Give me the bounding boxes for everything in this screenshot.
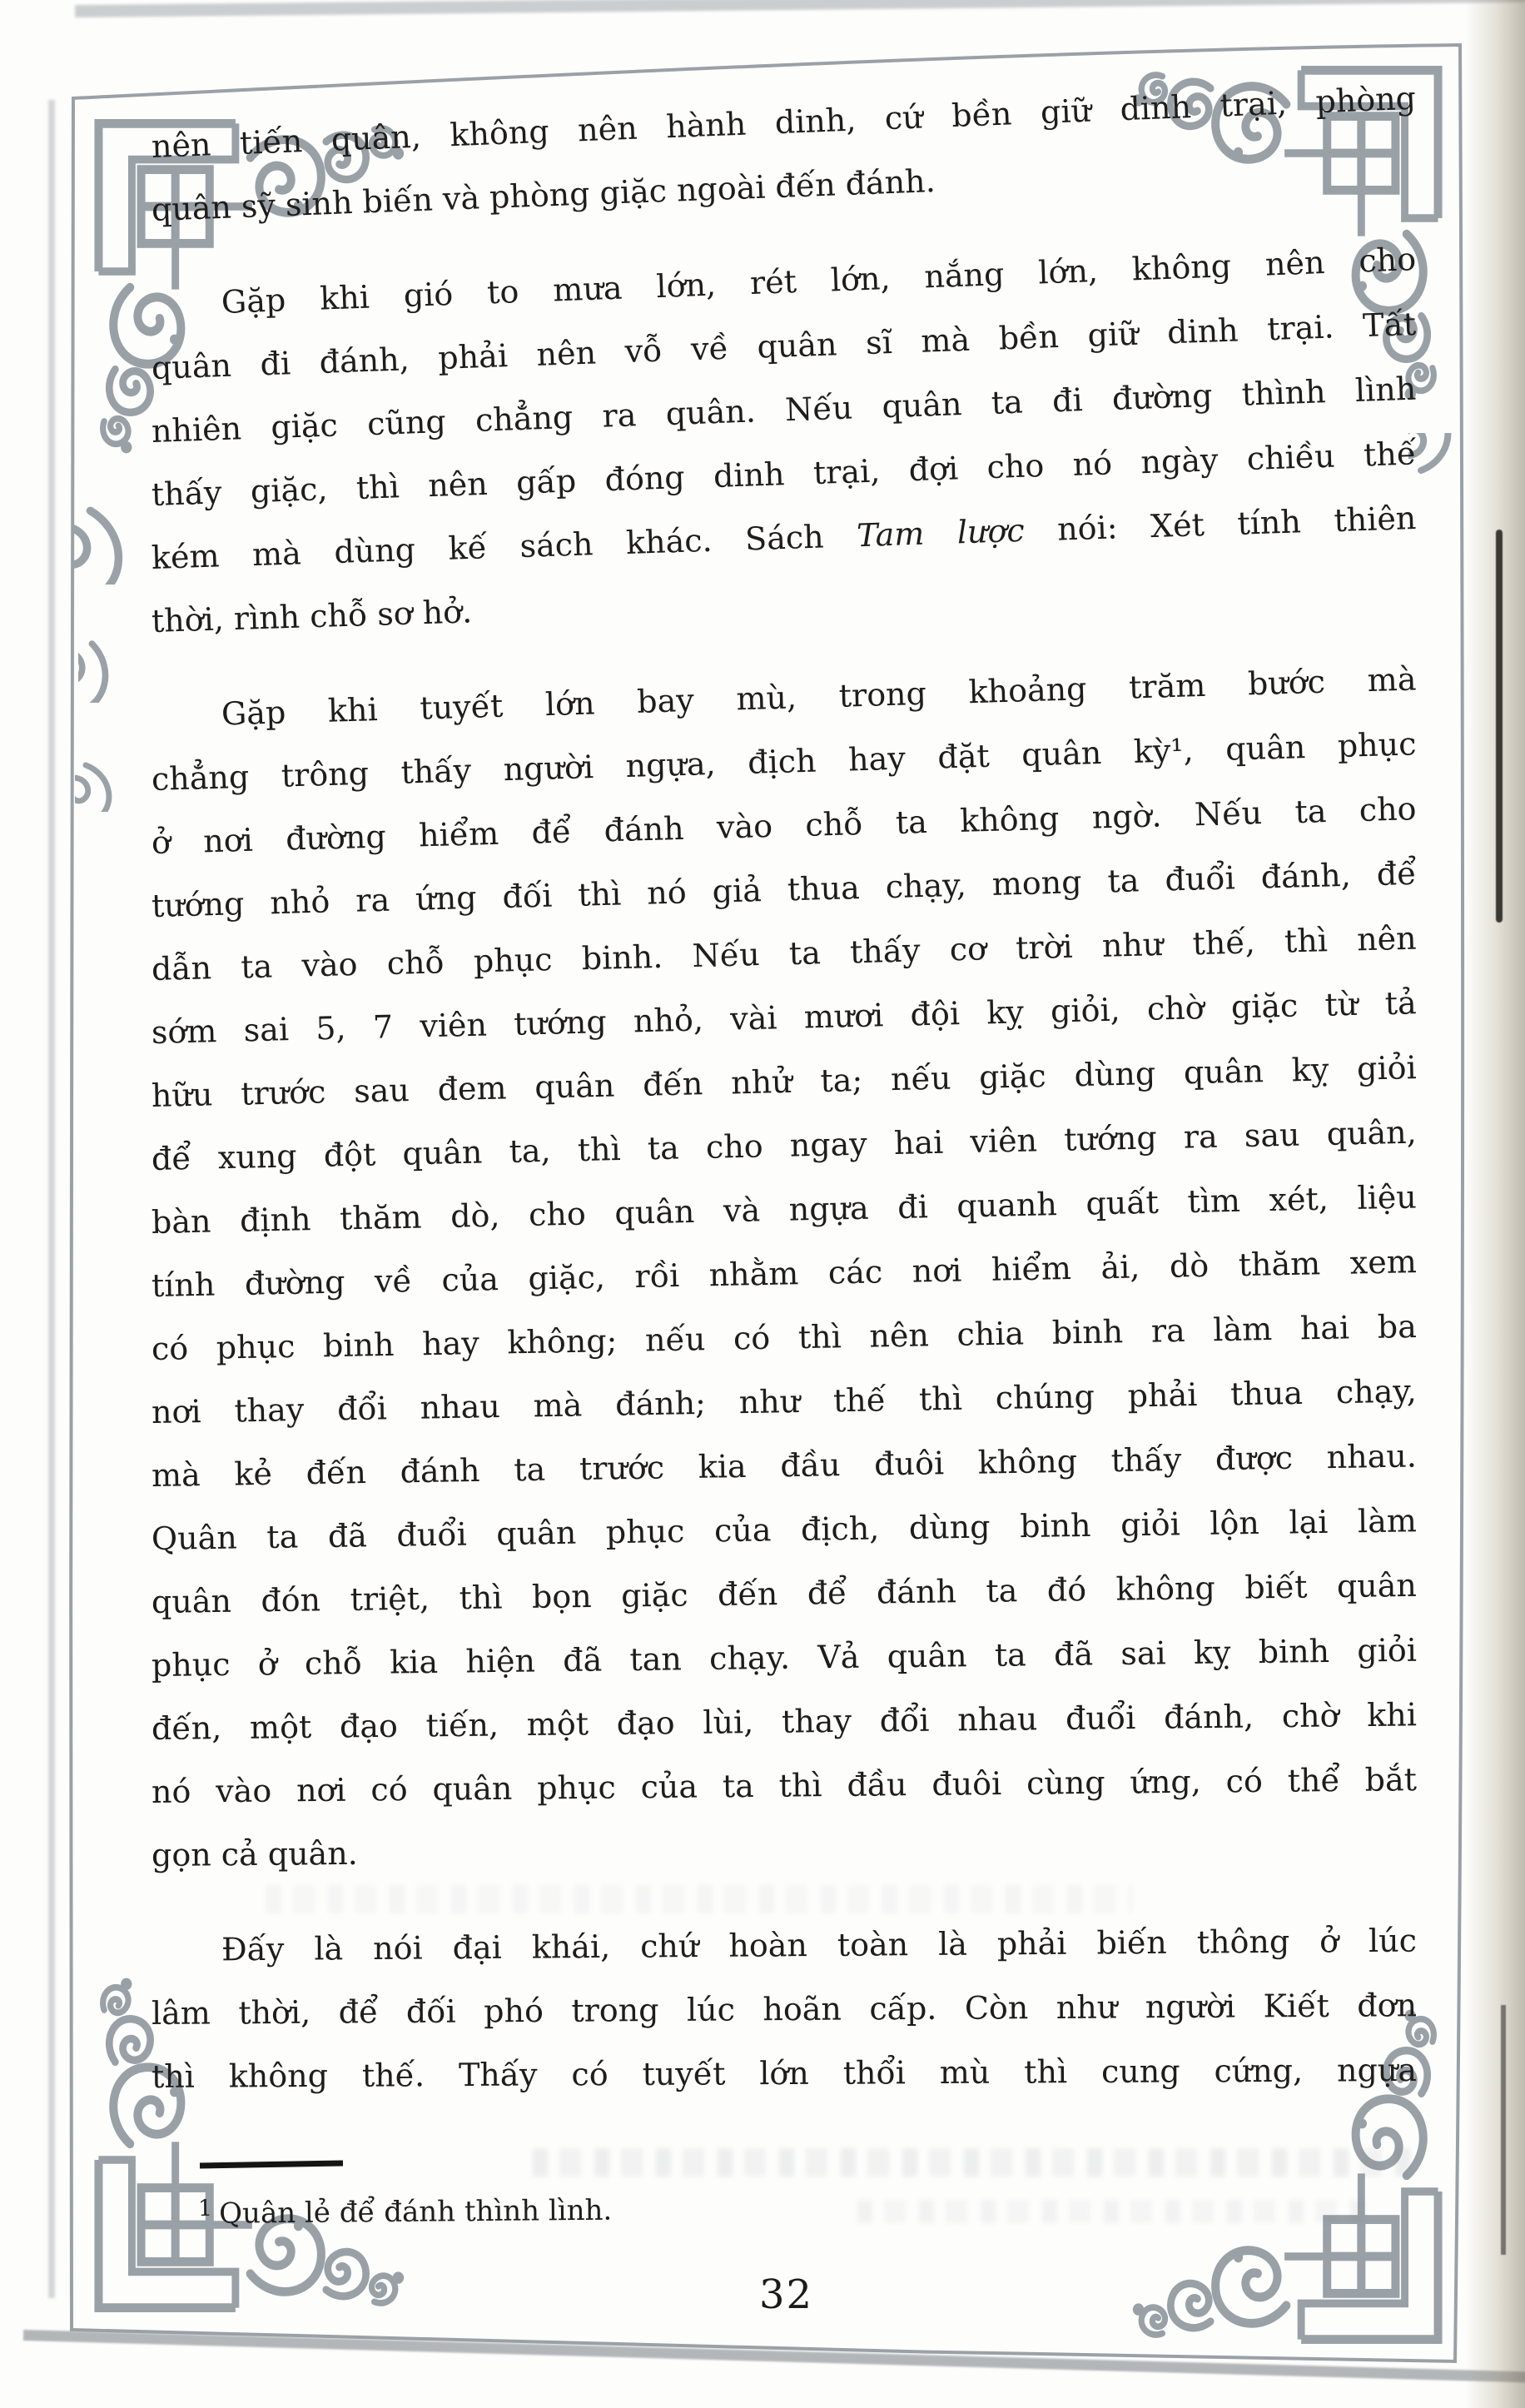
text-segment: kém mà dùng kế sách khác. Sách xyxy=(151,517,857,576)
edge-scroll-ornament xyxy=(75,733,154,812)
text-line: dẫn ta vào chỗ phục binh. Nếu ta thấy cơ trời như thế, thì nên xyxy=(151,919,1418,988)
text-line: quân đón triệt, thì bọn giặc đến để đánh ta đó không biết quân xyxy=(151,1566,1418,1620)
text-line: nên tiến quân, không nên hành dinh, cứ bền giữ dinh trại, phòng xyxy=(151,79,1417,165)
footnote-marker: 1 xyxy=(197,2195,213,2221)
footnote xyxy=(198,2183,947,2233)
text-line: để xung đột quân ta, thì ta cho ngay hai viên tướng ra sau quân, xyxy=(151,1113,1418,1177)
text-line: tướng nhỏ ra ứng đối thì nó giả thua chạy, mong ta đuổi đánh, để xyxy=(151,854,1418,924)
text-line: sớm sai 5, 7 viên tướng nhỏ, vài mươi đội kỵ giỏi, chờ giặc từ tả xyxy=(151,984,1418,1051)
text-line: Đấy là nói đại khái, chứ hoàn toàn là phải biến thông ở lúc xyxy=(221,1922,1418,1968)
edge-scroll-ornament xyxy=(1408,433,1500,525)
text-line: nhiên giặc cũng chẳng ra quân. Nếu quân ta đi đường thình lình xyxy=(151,370,1417,450)
text-line: bàn định thăm dò, cho quân và ngựa đi quanh quất tìm xét, liệu xyxy=(151,1178,1418,1241)
text-line: Gặp khi gió to mưa lớn, rét lớn, nắng lớn, không nên cho xyxy=(221,241,1417,321)
text-line: gọn cả quân. xyxy=(151,1834,358,1873)
text-line: lâm thời, để đối phó trong lúc hoãn cấp. Còn như người Kiết đơn xyxy=(151,1987,1418,2032)
text-line: mà kẻ đến đánh ta trước kia đầu đuôi không thấy được nhau. xyxy=(151,1437,1418,1494)
paragraph xyxy=(151,241,1417,653)
text-segment: nói: Xét tính thiên xyxy=(1023,500,1417,549)
text-line: thì không thế. Thấy có tuyết lớn thổi mù thì cung cứng, ngựa xyxy=(151,2052,1418,2095)
ink-bleedthrough-smudge xyxy=(533,2148,1415,2177)
text-line: Gặp khi tuyết lớn bay mù, trong khoảng trăm bước mà xyxy=(221,660,1417,733)
text-line: quân sỹ sinh biến và phòng giặc ngoài đến đánh. xyxy=(151,162,936,228)
text-line: có phục binh hay không; nếu có thì nên chia binh ra làm hai ba xyxy=(151,1307,1418,1367)
text-line: thời, rình chỗ sơ hở. xyxy=(151,593,473,639)
book-title-italic: Tam lược xyxy=(856,511,1026,555)
text-line: nó vào nơi có quân phục của ta thì đầu đuôi cùng ứng, có thể bắt xyxy=(151,1761,1418,1810)
text-line: đến, một đạo tiến, một đạo lùi, thay đổi nhau đuổi đánh, chờ khi xyxy=(151,1696,1418,1747)
page-text xyxy=(151,79,1418,2108)
paragraph xyxy=(151,660,1418,1887)
text-line: hữu trước sau đem quân đến nhử ta; nếu giặc dùng quân kỵ giỏi xyxy=(151,1049,1418,1114)
text-line: chẳng trông thấy người ngựa, địch hay đặt quân kỳ¹, quân phục xyxy=(151,725,1418,798)
text-line: thấy giặc, thì nên gấp đóng dinh trại, đợi cho nó ngày chiều thế xyxy=(151,435,1417,513)
text-line: ở nơi đường hiểm để đánh vào chỗ ta không ngờ. Nếu ta cho xyxy=(151,790,1418,861)
footnote-text: Quân lẻ để đánh thình lình. xyxy=(219,2193,613,2231)
text-line: Quân ta đã đuổi quân phục của địch, dùng binh giỏi lộn lại làm xyxy=(151,1502,1418,1557)
paragraph xyxy=(151,79,1417,241)
text-line: nơi thay đổi nhau mà đánh; như thế thì chúng phải thua chạy, xyxy=(151,1372,1418,1430)
text-line: phục ở chỗ kia hiện đã tan chạy. Vả quân ta đã sai kỵ binh giỏi xyxy=(151,1631,1418,1684)
paragraph xyxy=(152,1918,1417,2108)
text-line: quân đi đánh, phải nên vỗ về quân sĩ mà bền giữ dinh trại. Tất xyxy=(151,305,1417,386)
text-line: tính đường về của giặc, rồi nhằm các nơi hiểm ải, dò thăm xem xyxy=(151,1243,1418,1304)
page-number: 32 xyxy=(759,2271,814,2318)
